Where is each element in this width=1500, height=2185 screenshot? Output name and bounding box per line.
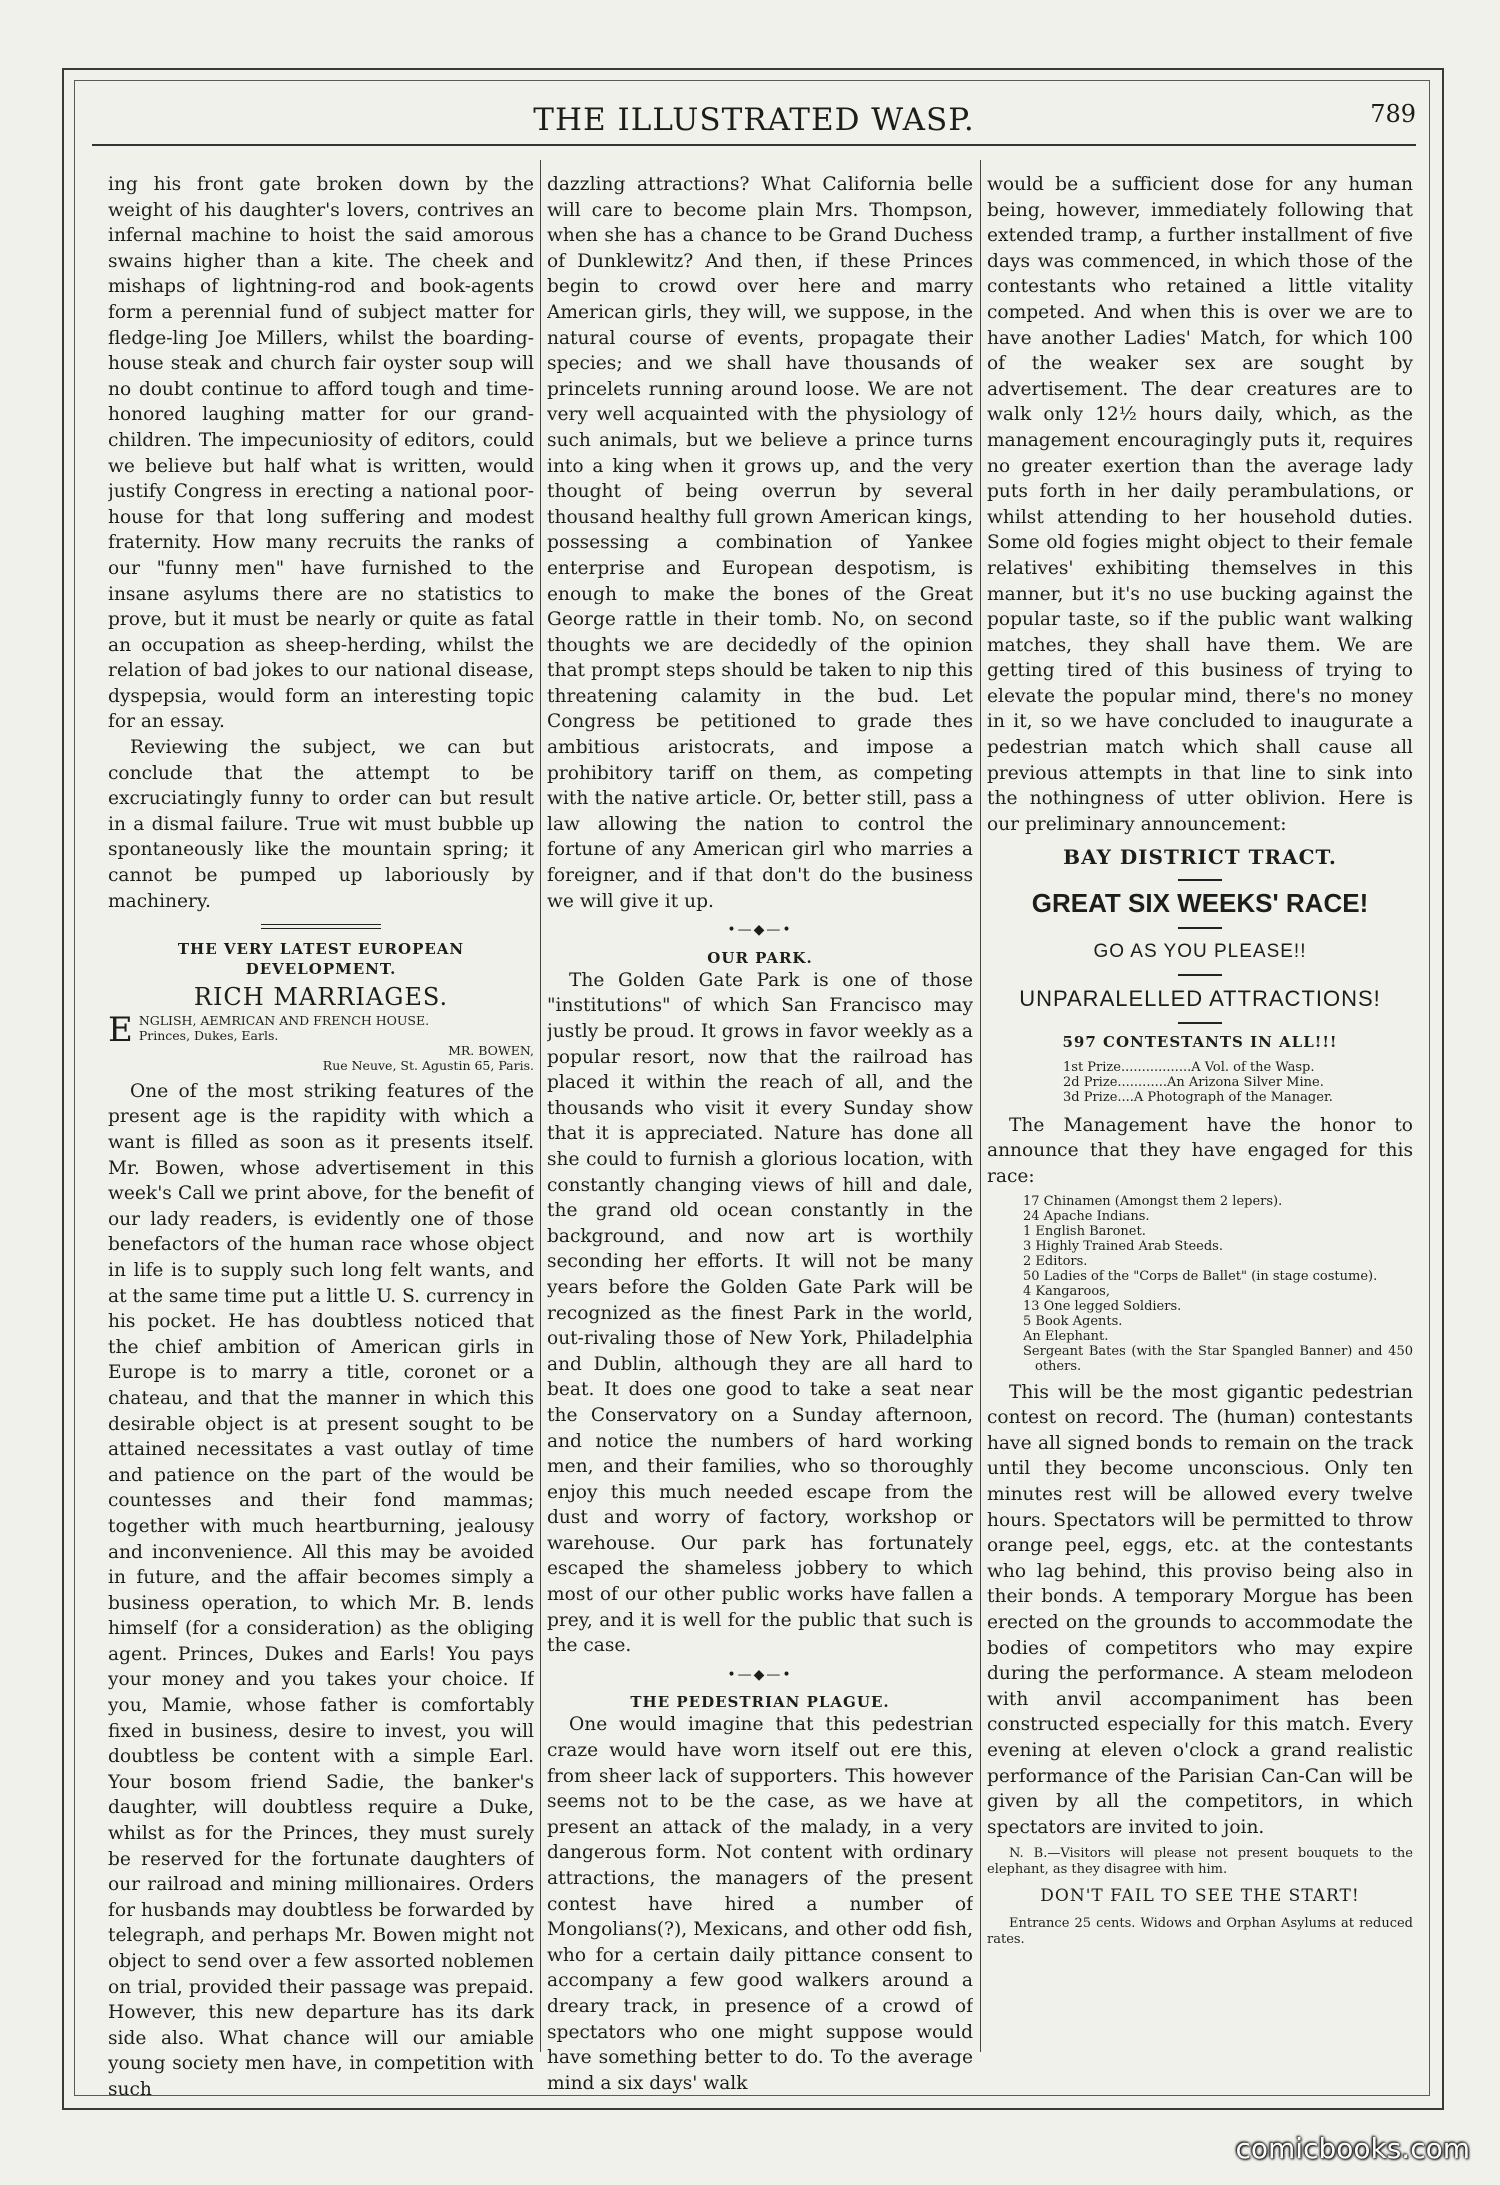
advert-line: Princes, Dukes, Earls. bbox=[138, 1027, 279, 1043]
announcement-headline: GREAT SIX WEEKS' RACE! bbox=[1031, 888, 1369, 919]
column-2 bbox=[547, 172, 973, 2096]
list-item: 13 One legged Soldiers. bbox=[1023, 1298, 1182, 1314]
paragraph: The Management have the honor to announce that they have engaged for this race: bbox=[987, 1114, 1413, 1187]
advert-title: RICH MARRIAGES. bbox=[193, 983, 449, 1012]
list-item: 5 Book Agents. bbox=[1023, 1313, 1123, 1329]
section-separator bbox=[261, 924, 381, 929]
short-rule bbox=[1178, 974, 1222, 976]
call-to-action: DON'T FAIL TO SEE THE START! bbox=[1040, 1886, 1360, 1907]
paragraph: The Golden Gate Park is one of those "institutions" of which San Francisco may justly be proud. It grows in favor weekly as a popular resort, now that the railroad has placed it within the reach of all, and the thousands who visit it every Sunday show that it is appreciated. Nature has done all she could to furnish a glorious location, with constantly changing views of hill and dale, the grand old ocean constantly in the background, and now art is worthily seconding her efforts. It will not be many years before the Golden Gate Park will be recognized as the finest Park in the world, out-rivaling those of New York, Philadelphia and Dublin, although they are all hard to beat. It does one good to take a seat near the Conservatory on a Sunday afternoon, and notice the numbers of hard working men, and their families, who so thoroughly enjoy this much needed escape from the dust and worry of factory, workshop or warehouse. Our park has fortunately escaped the shameless jobbery to which most of our other public works have fallen a prey, and it is well for the public that such is the case. bbox=[547, 969, 973, 1657]
article-heading: OUR PARK. bbox=[707, 948, 813, 967]
list-item: 1 English Baronet. bbox=[1023, 1223, 1146, 1239]
paragraph: ing his front gate broken down by the weight of his daughter's lovers, contrives an infernal machine to hoist the said amorous swains higher than a kite. The cheek and mishaps of lightning-rod and book-agents form a perennial fund of subject matter for fledge-ling Joe Millers, whilst the boarding-house steak and church fair oyster soup will no doubt continue to afford tough and time-honored laughing matter for our grand-children. The impecuniosity of editors, could we believe but half what is written, would justify Congress in erecting a national poor-house for that long suffering and modest fraternity. How many recruits the ranks of our "funny men" have furnished to the insane asylums there are no statistics to prove, but it must be nearly or quite as fatal an occupation as sheep-herding, whilst the relation of bad jokes to our national disease, dyspepsia, would form an interesting topic for an essay. bbox=[108, 174, 534, 733]
list-item: 2 Editors. bbox=[1023, 1253, 1088, 1269]
column-rule bbox=[540, 160, 541, 2052]
contestant-list bbox=[987, 1194, 1413, 1374]
advert-address: Rue Neuve, St. Agustin 65, Paris. bbox=[322, 1057, 534, 1073]
ornament-divider: •—◆—• bbox=[727, 922, 793, 939]
masthead bbox=[92, 98, 1416, 146]
advert-line: NGLISH, AEMRICAN AND FRENCH HOUSE. bbox=[138, 1012, 430, 1028]
paragraph: This will be the most gigantic pedestrian contest on record. The (human) contestants have all signed bonds to remain on the track until they become unconscious. Only ten minutes rest will be allowed every twelve hours. Spectators will be permitted to throw orange peel, eggs, etc. at the contestants who lag behind, this proviso being also in their bonds. A temporary Morgue has been erected on the grounds to accommodate the bodies of competitors who may expire during the performance. A steam melodeon with anvil accompaniment has been constructed especially for this match. Every evening at eleven o'clock a grand realistic performance of the Parisian Can-Can will be given by all the competitors, in which spectators are invited to join. bbox=[987, 1381, 1413, 1838]
list-item: 50 Ladies of the "Corps de Ballet" (in stage costume). bbox=[1023, 1268, 1378, 1284]
page-number: 789 bbox=[1370, 100, 1416, 128]
paragraph: One would imagine that this pedestrian craze would have worn itself out ere this, from sheer lack of supporters. This however seems not to be the case, as we have at present an attack of the malady, in a very dangerous form. Not content with ordinary attractions, the managers of the present contest have hired a number of Mongolians(?), Mexicans, and other odd fish, who for a certain daily pittance consent to accompany a few good walkers around a dreary track, in presence of a crowd of spectators who one might suppose would have something better to do. To the average mind a six days' walk bbox=[547, 1714, 973, 2094]
list-item: Sergeant Bates (with the Star Spangled Banner) and 450 others. bbox=[1023, 1343, 1413, 1374]
advert-box bbox=[108, 1009, 534, 1073]
paragraph: dazzling attractions? What California belle will care to become plain Mrs. Thompson, when she has a chance to be Grand Duchess of Dunklewitz? And then, if these Princes begin to crowd over here and marry American girls, they will, we suppose, in the natural course of events, propagate their species; and we shall have thousands of princelets running around loose. We are not very well acquainted with the physiology of such animals, but we believe a prince turns into a king when it grows up, and the very thought of being overrun by several thousand healthy full grown American kings, possessing a combination of Yankee enterprise and European despotism, is enough to make the bones of the Great George rattle in their tomb. No, on second thoughts we are decidedly of the opinion that prompt steps should be taken to nip this threatening calamity in the bud. Let Congress be petitioned to grade thes ambitious aristocrats, and impose a prohibitory tariff on them, as competing with the native article. Or, better still, pass a law allowing the nation to control the fortune of any American girl who marries a foreigner, and if that don't do the business we will give it up. bbox=[547, 174, 973, 912]
prize-item: 2d Prize............An Arizona Silver Mine. bbox=[1063, 1074, 1324, 1090]
ornament-divider: •—◆—• bbox=[727, 1666, 793, 1683]
announcement-heading: BAY DISTRICT TRACT. bbox=[1063, 845, 1337, 870]
prize-item: 1st Prize.................A Vol. of the Wasp. bbox=[1063, 1059, 1315, 1075]
footnote: N. B.—Visitors will please not present bouquets to the elephant, as they disagree with him. bbox=[987, 1846, 1413, 1878]
column-1 bbox=[108, 172, 534, 2103]
article-heading: THE PEDESTRIAN PLAGUE. bbox=[630, 1693, 890, 1712]
short-rule bbox=[1178, 1022, 1222, 1024]
short-rule bbox=[1178, 879, 1222, 881]
entrance-note: Entrance 25 cents. Widows and Orphan Asylums at reduced rates. bbox=[987, 1915, 1413, 1947]
list-item: 3 Highly Trained Arab Steeds. bbox=[1023, 1238, 1223, 1254]
article-heading: THE VERY LATEST EUROPEAN DEVELOPMENT. bbox=[177, 940, 465, 979]
list-item: 4 Kangaroos, bbox=[1023, 1283, 1110, 1299]
short-rule bbox=[1178, 927, 1222, 929]
prize-item: 3d Prize....A Photograph of the Manager. bbox=[1063, 1089, 1333, 1105]
paragraph: would be a sufficient dose for any human being, however, immediately following that extended tramp, a further installment of five days was commenced, in which those of the contestants who retained a little vitality competed. And when this is over we are to have another Ladies' Match, for which 100 of the weaker sex are sought by advertisement. The dear creatures are to walk only 12½ hours daily, which, as the management encouragingly puts it, requires no greater exertion than the average lady puts forth in her daily perambulations, or whilst attending to her household duties. Some old fogies might object to their female relatives' exhibiting themselves in this manner, but it's no use bucking against the popular taste, so if the public want walking matches, they shall have them. We are getting tired of this business of trying to elevate the popular mind, there's no money in it, so we have concluded to inaugurate a pedestrian match which shall cause all previous attempts in that line to sink into the nothingness of utter oblivion. Here is our preliminary announcement: bbox=[987, 174, 1413, 835]
list-item: 24 Apache Indians. bbox=[1023, 1208, 1150, 1224]
announcement-subhead: GO AS YOU PLEASE!! bbox=[1093, 940, 1307, 962]
paragraph: Reviewing the subject, we can but conclude that the attempt to be excruciatingly funny to order can but result in a dismal failure. True wit must bubble up spontaneously like the mountain spring; it cannot be pumped up laboriously by machinery. bbox=[108, 737, 534, 912]
announcement-subhead: UNPARALELLED ATTRACTIONS! bbox=[1019, 986, 1381, 1012]
watermark: comicbooks.com bbox=[1235, 2132, 1470, 2165]
column-rule bbox=[980, 160, 981, 2052]
column-3 bbox=[987, 172, 1413, 1948]
prize-list bbox=[987, 1060, 1413, 1105]
contestant-count: 597 CONTESTANTS IN ALL!!! bbox=[1062, 1032, 1338, 1051]
paragraph: One of the most striking features of the present age is the rapidity with which a want is filled as soon as it presents itself. Mr. Bowen, whose advertisement in this week's Call we print above, for the benefit of our lady readers, is evidently one of those benefactors of the human race whose object in life is to supply such long felt wants, and at the same time put a little U. S. currency in his pocket. He has doubtless noticed that the chief ambition of American girls in Europe is to marry a title, coronet or a chateau, and that the manner in which this desirable object is at present sought to be attained necessitates a vast outlay of time and patience on the part of the would be countesses and their fond mammas; together with much heartburning, jealousy and inconvenience. All this may be avoided in future, and the affair becomes simply a business operation, to which Mr. B. lends himself (for a consideration) as the obliging agent. Princes, Dukes and Earls! You pays your money and you takes your choice. If you, Mamie, whose father is comfortably fixed in business, desire to invest, you will doubtless be content with a simple Earl. Your bosom friend Sadie, the banker's daughter, will doubtless require a Duke, whilst as for the Princes, they must surely be reserved for the fortunate daughters of our railroad and mining millionaires. Orders for husbands may doubtless be forwarded by telegraph, and perhaps Mr. Bowen might not object to send over a few assorted noblemen on trial, provided their passage was prepaid. However, this new departure has its dark side also. What chance will our amiable young society men have, in competition with such bbox=[108, 1080, 534, 2100]
list-item: An Elephant. bbox=[1023, 1328, 1109, 1344]
list-item: 17 Chinamen (Amongst them 2 lepers). bbox=[1023, 1193, 1283, 1209]
advert-name: MR. BOWEN, bbox=[448, 1042, 534, 1058]
drop-cap: E bbox=[108, 1009, 133, 1050]
publication-title: THE ILLUSTRATED WASP. bbox=[533, 102, 975, 138]
